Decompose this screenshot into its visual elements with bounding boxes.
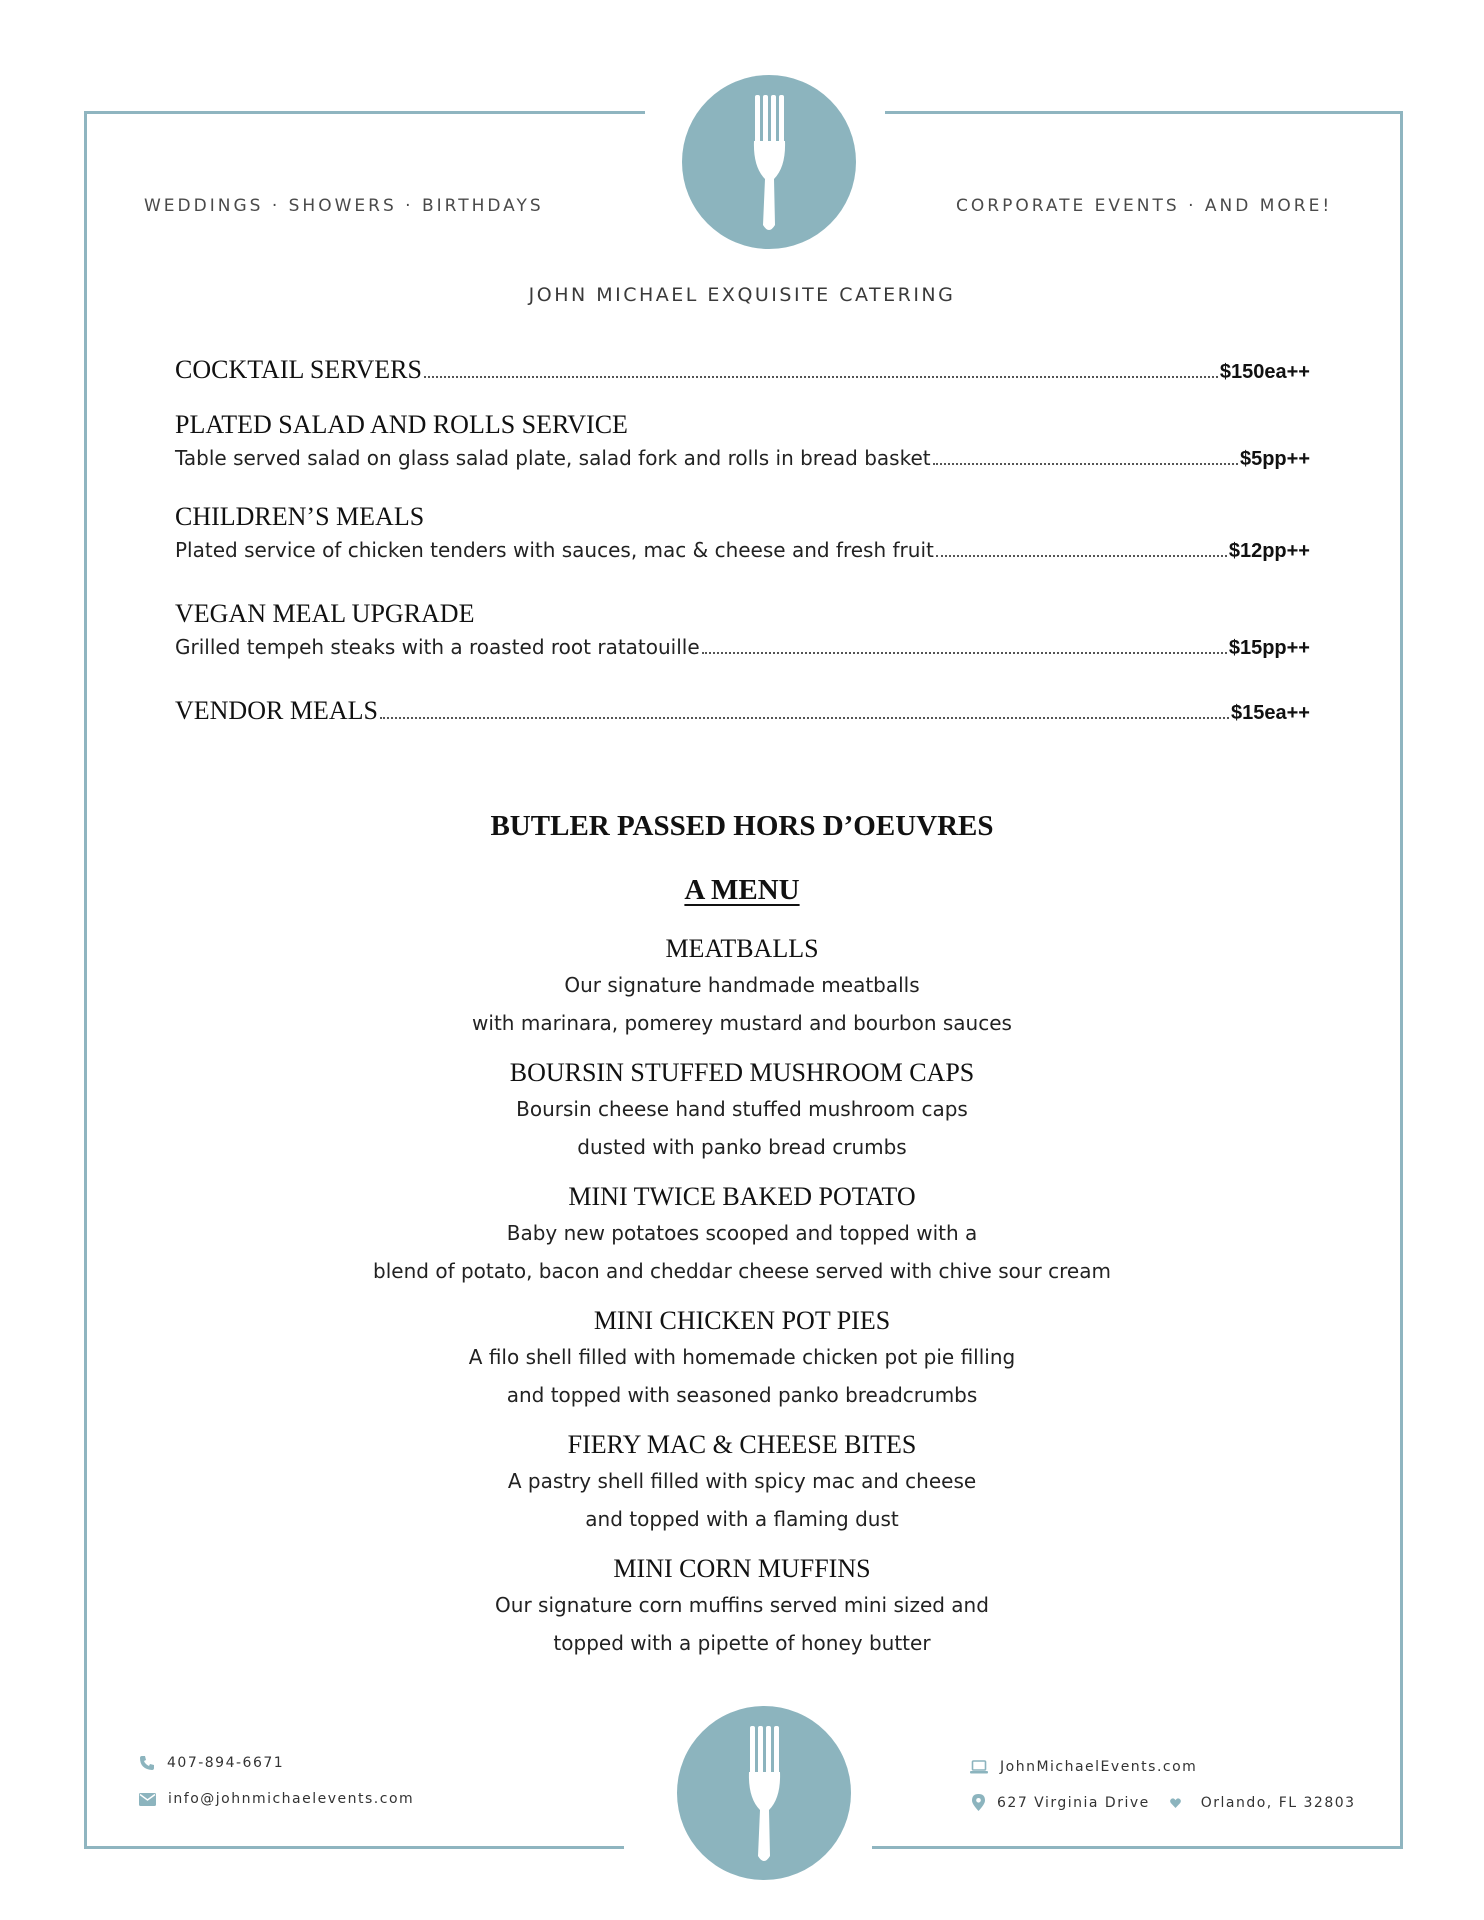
menu-item-name: MEATBALLS (665, 934, 819, 963)
service-name: COCKTAIL SERVERS (175, 355, 422, 384)
fork-icon (677, 1706, 851, 1880)
top-logo (682, 75, 856, 249)
menu-item-name: MINI CHICKEN POT PIES (593, 1306, 891, 1335)
leader-dots (936, 555, 1227, 557)
leader-dots (933, 463, 1238, 465)
menu-item-description: with marinara, pomerey mustard and bourbon sauces (472, 1011, 1012, 1035)
menu-item (0, 1552, 1484, 1662)
email-address: info@johnmichaelevents.com (168, 1791, 415, 1807)
service-name: CHILDREN’S MEALS (175, 502, 425, 531)
tagline-right: CORPORATE EVENTS · AND MORE! (956, 196, 1333, 216)
service-description: Grilled tempeh steaks with a roasted root ratatouille (175, 635, 700, 659)
menu-item-description: and topped with a flaming dust (585, 1507, 899, 1531)
service-cocktail-servers (175, 355, 1310, 385)
leader-dots (424, 376, 1218, 378)
contact-email[interactable] (139, 1791, 414, 1807)
tagline-left: WEDDINGS · SHOWERS · BIRTHDAYS (144, 196, 544, 216)
company-name: JOHN MICHAEL EXQUISITE CATERING (528, 284, 956, 306)
menu-item-description: Our signature handmade meatballs (564, 973, 920, 997)
fork-icon (682, 75, 856, 249)
menu-item-description: blend of potato, bacon and cheddar cheese served with chive sour cream (373, 1259, 1111, 1283)
service-price: $15ea++ (1231, 702, 1310, 724)
menu-item (0, 1304, 1484, 1414)
street-address: 627 Virginia Drive (997, 1794, 1150, 1811)
menu-item-description: Our signature corn muffins served mini sized and (495, 1593, 989, 1617)
menu-item (0, 1180, 1484, 1290)
menu-item (0, 932, 1484, 1042)
contact-address (972, 1794, 1356, 1811)
menu-item-description: A filo shell filled with homemade chicken pot pie filling (468, 1345, 1016, 1369)
service-price: $12pp++ (1228, 540, 1310, 562)
service-plated-salad (175, 410, 1310, 471)
service-name: VEGAN MEAL UPGRADE (175, 599, 475, 628)
menu-item-description: A pastry shell filled with spicy mac and cheese (507, 1469, 977, 1493)
service-description: Table served salad on glass salad plate, salad fork and rolls in bread basket (175, 446, 931, 470)
menu-item-name: MINI CORN MUFFINS (613, 1554, 871, 1583)
service-price: $5pp++ (1239, 448, 1310, 470)
service-vendor-meals (175, 696, 1310, 726)
envelope-icon (139, 1793, 156, 1806)
menu-item-name: FIERY MAC & CHEESE BITES (567, 1430, 917, 1459)
frame-bottom-right (872, 1846, 1403, 1849)
menu-item-name: MINI TWICE BAKED POTATO (568, 1182, 916, 1211)
menu-item-description: topped with a pipette of honey butter (553, 1631, 931, 1655)
map-pin-icon (972, 1794, 985, 1811)
bottom-logo (677, 1706, 851, 1880)
service-name: PLATED SALAD AND ROLLS SERVICE (175, 410, 628, 439)
phone-number: 407-894-6671 (167, 1755, 285, 1771)
service-name: VENDOR MEALS (175, 696, 378, 725)
service-vegan-upgrade (175, 599, 1310, 660)
frame-top-right (885, 111, 1403, 114)
service-price: $150ea++ (1219, 361, 1310, 383)
phone-icon (139, 1755, 155, 1771)
frame-bottom-left (84, 1846, 624, 1849)
menu-item-description: dusted with panko bread crumbs (577, 1135, 907, 1159)
menu-title: A MENU (684, 874, 800, 906)
menu-item-name: BOURSIN STUFFED MUSHROOM CAPS (509, 1058, 975, 1087)
service-price: $15pp++ (1228, 637, 1310, 659)
contact-phone[interactable] (139, 1755, 284, 1771)
contact-website[interactable] (970, 1759, 1197, 1775)
menu-item (0, 1428, 1484, 1538)
menu-item-description: Boursin cheese hand stuffed mushroom caps (516, 1097, 968, 1121)
leader-dots (702, 652, 1227, 654)
menu-items (0, 932, 1484, 1676)
section-title: BUTLER PASSED HORS D’OEUVRES (490, 810, 994, 842)
frame-top-left (84, 111, 645, 114)
heart-icon (1170, 1798, 1181, 1808)
service-childrens-meals (175, 502, 1310, 563)
service-description: Plated service of chicken tenders with sauces, mac & cheese and fresh fruit (175, 538, 934, 562)
city-state-zip: Orlando, FL 32803 (1200, 1794, 1356, 1811)
menu-item-description: Baby new potatoes scooped and topped with a (506, 1221, 978, 1245)
website-url: JohnMichaelEvents.com (1000, 1759, 1198, 1775)
leader-dots (380, 717, 1229, 719)
menu-item-description: and topped with seasoned panko breadcrumbs (506, 1383, 978, 1407)
laptop-icon (970, 1760, 988, 1774)
menu-item (0, 1056, 1484, 1166)
